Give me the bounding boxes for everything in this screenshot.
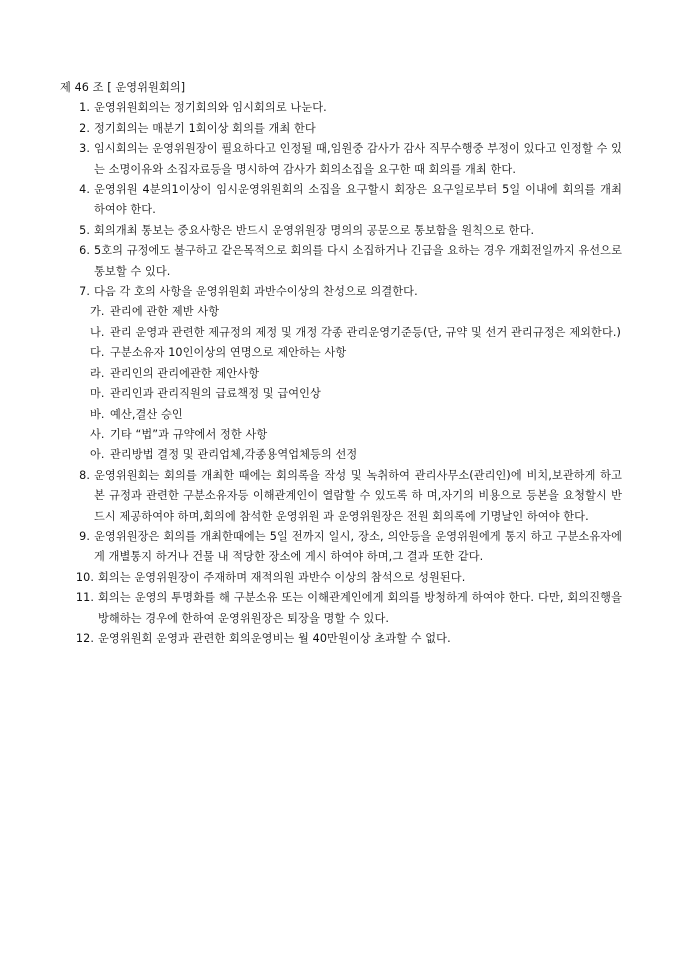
sub-item-ra xyxy=(90,364,622,384)
clause-7 xyxy=(74,282,622,302)
sub-item-number: 가. xyxy=(90,305,105,319)
clause-number: 12. xyxy=(75,631,94,645)
clause-number: 10. xyxy=(75,570,94,584)
sub-item-text: 관리인과 관리직원의 급료책정 및 급여인상 xyxy=(110,387,321,401)
sub-item-text: 관리방법 결정 및 관리업체,각종용역업체등의 선정 xyxy=(110,448,358,462)
clause-number: 5. xyxy=(79,223,90,237)
sub-item-da xyxy=(90,343,622,363)
clause-text: 운영위원회 운영과 관련한 회의운영비는 월 40만원이상 초과할 수 없다. xyxy=(98,631,451,645)
sub-item-number: 나. xyxy=(90,325,105,339)
clause-5 xyxy=(74,221,622,241)
clause-text: 회의개최 통보는 중요사항은 반드시 운영위원장 명의의 공문으로 통보함을 원칙으로 한다. xyxy=(94,223,535,237)
clause-12 xyxy=(74,629,622,649)
clause-text: 정기회의는 매분기 1회이상 회의를 개최 한다 xyxy=(94,121,316,135)
sub-item-text: 관리에 관한 제반 사항 xyxy=(110,305,220,319)
clause-number: 4. xyxy=(79,183,90,197)
sub-item-text: 기타 “법”과 규약에서 정한 사항 xyxy=(110,427,268,441)
sub-item-list xyxy=(90,302,622,465)
sub-item-ma xyxy=(90,384,622,404)
sub-item-sa xyxy=(90,425,622,445)
clause-4 xyxy=(74,180,622,221)
sub-item-text: 예산,결산 승인 xyxy=(110,407,183,421)
sub-item-ga xyxy=(90,302,622,322)
clause-text: 운영위원 4분의1이상이 임시운영위원회의 소집을 요구할시 회장은 요구일로부터 5일 이내에 회의를 개최 하여야 한다. xyxy=(94,183,622,217)
sub-item-na xyxy=(90,323,622,343)
clause-text: 운영위원장은 회의를 개최한때에는 5일 전까지 일시, 장소, 의안등을 운영위원에게 통지 하고 구분소유자에게 개별통지 하거나 건물 내 적당한 장소에 게시 하여야 하며,그 결과 또한 같다. xyxy=(94,529,622,564)
clause-number: 9. xyxy=(79,529,90,543)
clause-text: 회의는 운영위원장이 주재하며 재적의원 과반수 이상의 참석으로 성원된다. xyxy=(98,570,466,584)
clause-6 xyxy=(74,241,622,282)
clause-3 xyxy=(74,139,622,180)
sub-item-number: 다. xyxy=(90,346,105,360)
clause-9 xyxy=(74,527,622,568)
clause-number: 8. xyxy=(79,468,90,482)
article-title: 제 46 조 [ 운영위원회의] xyxy=(60,81,186,94)
sub-item-number: 사. xyxy=(90,427,105,441)
clause-text: 운영위원회는 회의를 개최한 때에는 회의록을 작성 및 녹취하여 관리사무소(관리인)에 비치,보관하게 하고 본 규정과 관련한 구분소유자등 이해관계인이 열람할 수 있도록 하 며,자기의 비용으로 등본을 요청할시 반드시 제공하여야 하며,회의에 참석한 운영위원 과 운영위원장은 전원 회의록에 기명날인 하여야 한다. xyxy=(94,468,622,523)
clause-text: 다음 각 호의 사항을 운영위원회 과반수이상의 찬성으로 의결한다. xyxy=(94,285,418,299)
sub-item-text: 관리인의 관리에관한 제안사항 xyxy=(110,366,260,380)
sub-item-ba xyxy=(90,405,622,425)
sub-item-number: 라. xyxy=(90,366,105,380)
clause-text: 임시회의는 운영위원장이 필요하다고 인정될 때,임원중 감사가 감사 직무수행중 부정이 있다고 인정할 수 있는 소명이유와 소집자료등을 명시하여 감사가 회의소집을 요구한 때 회의를 개최 한다. xyxy=(94,142,622,176)
sub-item-number: 마. xyxy=(90,387,105,401)
clause-number: 1. xyxy=(79,101,90,115)
sub-item-number: 아. xyxy=(90,448,105,462)
clause-10 xyxy=(74,568,622,588)
article-46 xyxy=(60,78,622,649)
clause-text: 운영위원회의는 정기회의와 임시회의로 나눈다. xyxy=(94,101,327,115)
clause-8 xyxy=(74,466,622,527)
sub-item-text: 관리 운영과 관련한 제규정의 제정 및 개정 각종 관리운영기준등(단, 규약 및 선거 관리규정은 제외한다.) xyxy=(110,325,621,339)
clause-text: 5호의 규정에도 불구하고 같은목적으로 회의를 다시 소집하거나 긴급을 요하는 경우 개회전일까지 유선으로 통보할 수 있다. xyxy=(94,244,622,278)
clause-11 xyxy=(74,588,622,629)
sub-item-a xyxy=(90,445,622,465)
clause-number: 2. xyxy=(79,121,90,135)
clause-1 xyxy=(74,98,622,118)
clause-number: 11. xyxy=(75,591,94,605)
clause-2 xyxy=(74,119,622,139)
clause-text: 회의는 운영의 투명화를 해 구분소유 또는 이해관계인에게 회의를 방청하게 하여야 한다. 다만, 회의진행을 방해하는 경우에 한하여 운영위원장은 퇴장을 명할 수 있다. xyxy=(98,591,622,625)
clause-number: 6. xyxy=(79,244,90,258)
clause-number: 3. xyxy=(79,142,90,156)
sub-item-text: 구분소유자 10인이상의 연명으로 제안하는 사항 xyxy=(110,346,347,360)
sub-item-number: 바. xyxy=(90,407,105,421)
clause-number: 7. xyxy=(79,285,90,299)
